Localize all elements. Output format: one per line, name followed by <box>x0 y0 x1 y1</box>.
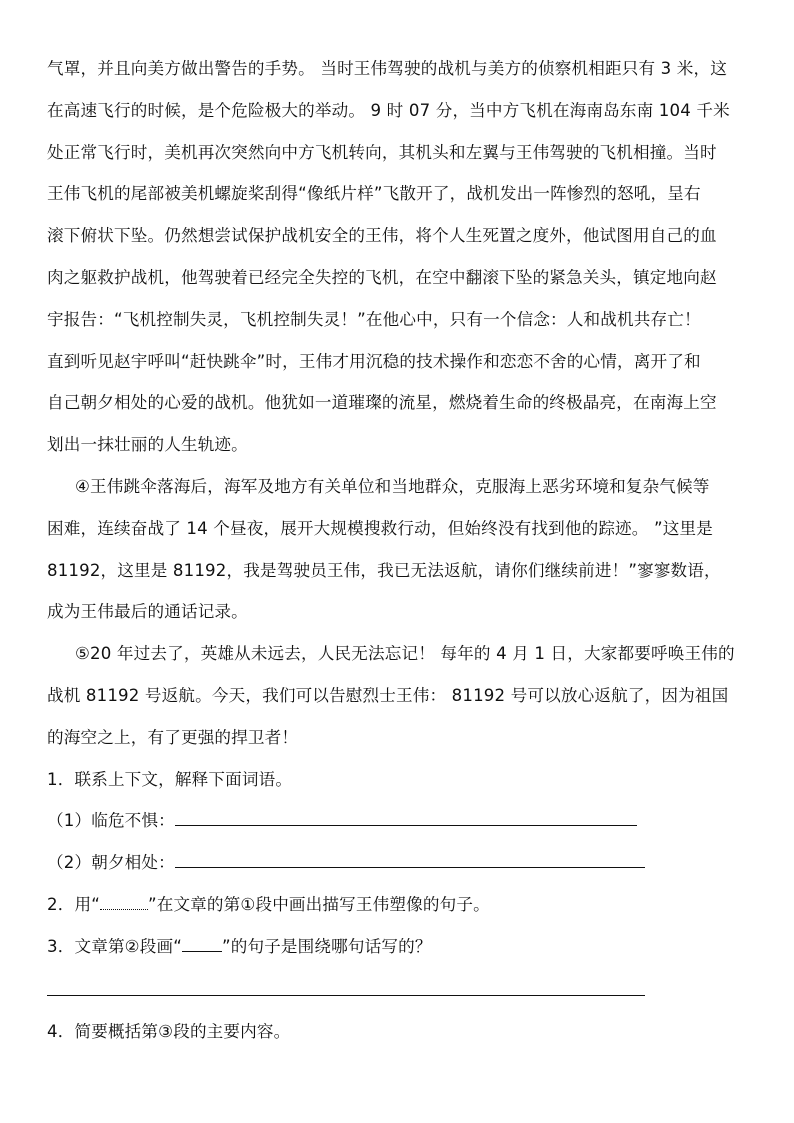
text-line: 在高速飞行的时候，是个危险极大的举动。 9 时 07 分，当中方飞机在海南岛东南 104 千米 <box>47 100 730 120</box>
question-1-1 <box>47 805 751 847</box>
text-line: 战机 81192 号返航。今天，我们可以告慰烈士王伟： 81192 号可以放心返航了，因为祖国 <box>47 685 729 705</box>
text-line: 滚下俯状下坠。仍然想尝试保护战机安全的王伟，将个人生死置之度外，他试图用自己的血 <box>47 226 717 246</box>
questions-section <box>47 764 751 1058</box>
question-3 <box>47 931 751 973</box>
question-2-text-a: 2．用“ <box>47 894 100 914</box>
question-3-text-a: 3．文章第②段画“ <box>47 936 182 956</box>
paragraph-4 <box>47 471 751 638</box>
wavy-underline-mark <box>100 899 148 910</box>
text-line: 划出一抹壮丽的人生轨迹。 <box>47 435 248 455</box>
question-1-2 <box>47 847 751 889</box>
text-line: 宇报告：“飞机控制失灵，飞机控制失灵！”在他心中，只有一个信念：人和战机共存亡！ <box>47 309 701 329</box>
question-1-2-label: （2）朝夕相处： <box>47 853 175 873</box>
underline-mark <box>182 937 222 952</box>
question-3-text-b: ”的句子是围绕哪句话写的？ <box>221 936 432 956</box>
question-2-text-b: ”在文章的第①段中画出描写王伟塑像的句子。 <box>147 894 490 914</box>
text-line: 肉之躯救护战机，他驾驶着已经完全失控的飞机，在空中翻滚下坠的紧急关头，镇定地向赵 <box>47 267 717 287</box>
question-2 <box>47 889 751 931</box>
text-line: 直到听见赵宇呼叫“赶快跳伞”时，王伟才用沉稳的技术操作和恋恋不舍的心情，离开了和 <box>47 351 701 371</box>
document-page <box>47 53 751 1057</box>
answer-blank-1-1[interactable] <box>175 807 637 826</box>
text-line: 81192，这里是 81192，我是驾驶员王伟，我已无法返航，请你们继续前进！”寥寥数语， <box>47 560 721 580</box>
text-line: 成为王伟最后的通话记录。 <box>47 602 248 622</box>
text-line: 的海空之上，有了更强的捍卫者！ <box>47 727 299 747</box>
question-1-1-label: （1）临危不惧： <box>47 811 175 831</box>
answer-line-3[interactable] <box>47 973 645 996</box>
text-line: 困难，连续奋战了 14 个昼夜，展开大规模搜救行动，但始终没有找到他的踪迹。 ”这里是 <box>47 518 713 538</box>
text-line: 气罩，并且向美方做出警告的手势。 当时王伟驾驶的战机与美方的侦察机相距只有 3 米，这 <box>47 59 727 78</box>
paragraph-3 <box>47 53 751 471</box>
text-line: ④王伟跳伞落海后，海军及地方有关单位和当地群众，克服海上恶劣环境和复杂气候等 <box>75 476 710 496</box>
question-1: 1．联系上下文，解释下面词语。 <box>47 769 293 789</box>
paragraph-5 <box>47 638 751 763</box>
text-line: ⑤20 年过去了，英雄从未远去，人民无法忘记！ 每年的 4 月 1 日，大家都要呼唤王伟的 <box>75 644 735 664</box>
answer-blank-1-2[interactable] <box>175 849 645 868</box>
question-4: 4．简要概括第③段的主要内容。 <box>47 1021 291 1041</box>
text-line: 王伟飞机的尾部被美机螺旋桨刮得“像纸片样”飞散开了，战机发出一阵惨烈的怒吼，呈右 <box>47 184 701 204</box>
text-line: 自己朝夕相处的心爱的战机。他犹如一道璀璨的流星，燃烧着生命的终极晶亮，在南海上空 <box>47 393 717 413</box>
text-line: 处正常飞行时，美机再次突然向中方飞机转向，其机头和左翼与王伟驾驶的飞机相撞。当时 <box>47 142 717 162</box>
